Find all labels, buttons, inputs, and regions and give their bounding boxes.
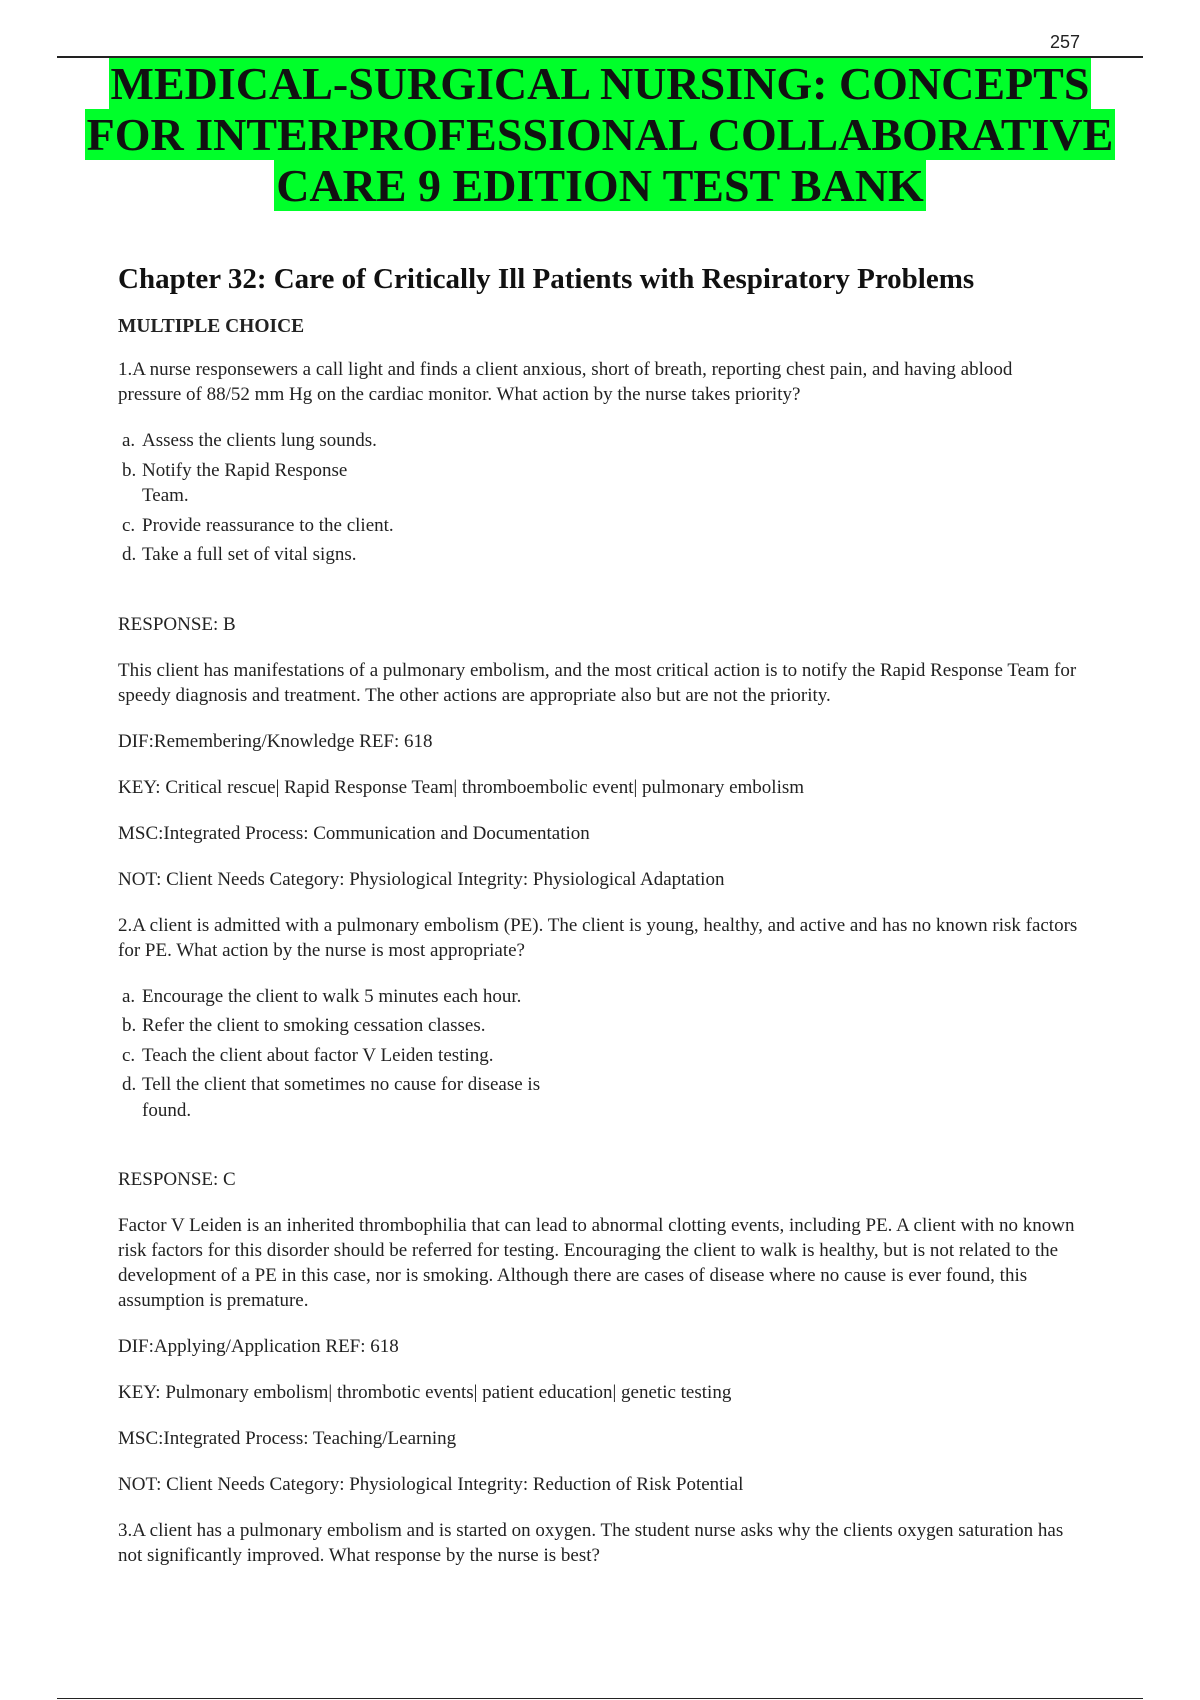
msc-line: MSC:Integrated Process: Communication and Documentation (118, 822, 590, 844)
keywords: KEY: Pulmonary embolism| thrombotic events| patient education| genetic testing (118, 1382, 732, 1403)
keywords: KEY: Critical rescue| Rapid Response Team| thromboembolic event| pulmonary embolism (118, 776, 805, 798)
document-title (60, 58, 1140, 211)
question-stem: 1.A nurse responsewers a call light and finds a client anxious, short of breath, reporting chest pain, and having ablood pressure of 88/52 mm Hg on the cardiac monitor. What action by the nurse takes priority? (118, 359, 1013, 405)
footer-rule (57, 1698, 1143, 1699)
page-content (118, 262, 1078, 1589)
answer-options (122, 428, 1078, 568)
rationale: Factor V Leiden is an inherited thrombophilia that can lead to abnormal clotting events, including PE. A client with no known risk factors for this disorder should be referred for testing. Encouraging the client to walk is healthy, but is not related to the development of a PE in this case, nor is smoking. Although there are cases of disease where no cause is ever found, this assumption is premature. (118, 1215, 1075, 1311)
question-2 (118, 913, 1078, 1498)
client-needs: NOT: Client Needs Category: Physiological Integrity: Reduction of Risk Potential (118, 1474, 744, 1495)
option-b: b. Refer the client to smoking cessation classes. (122, 1015, 486, 1036)
option-d: d. Take a full set of vital signs. (122, 544, 357, 565)
question-stem: 2.A client is admitted with a pulmonary embolism (PE). The client is young, healthy, and active and has no known risk factors for PE. What action by the nurse is most appropriate? (118, 914, 1078, 961)
client-needs: NOT: Client Needs Category: Physiological Integrity: Physiological Adaptation (118, 868, 725, 890)
title-line-2: FOR INTERPROFESSIONAL COLLABORATIVE (86, 109, 1114, 160)
page-number: 257 (1050, 32, 1081, 52)
rationale: This client has manifestations of a pulmonary embolism, and the most critical action is to notify the Rapid Response Team for speedy diagnosis and treatment. The other actions are appropriate also but are not the priority. (118, 659, 1077, 706)
option-d: d. Tell the client that sometimes no cause for disease is found. (122, 1074, 541, 1121)
question-3 (118, 1518, 1078, 1568)
response-line: RESPONSE: B (118, 613, 236, 635)
chapter-heading: Chapter 32: Care of Critically Ill Patients with Respiratory Problems (118, 263, 975, 295)
title-line-1: MEDICAL-SURGICAL NURSING: CONCEPTS (110, 58, 1090, 109)
question-1 (118, 357, 1078, 892)
msc-line: MSC:Integrated Process: Teaching/Learning (118, 1428, 457, 1449)
difficulty-ref: DIF:Remembering/Knowledge REF: 618 (118, 730, 433, 752)
answer-options (122, 984, 1078, 1124)
option-c: c. Teach the client about factor V Leiden testing. (122, 1044, 494, 1066)
option-a: a. Assess the clients lung sounds. (122, 430, 377, 451)
option-b: b. Notify the Rapid Response Team. (122, 459, 348, 506)
response-line: RESPONSE: C (118, 1169, 236, 1190)
difficulty-ref: DIF:Applying/Application REF: 618 (118, 1336, 399, 1357)
option-a: a. Encourage the client to walk 5 minutes each hour. (122, 985, 522, 1007)
option-c: c. Provide reassurance to the client. (122, 514, 394, 536)
question-stem: 3.A client has a pulmonary embolism and is started on oxygen. The student nurse asks why the clients oxygen saturation has not significantly improved. What response by the nurse is best? (118, 1520, 1064, 1566)
title-line-3: CARE 9 EDITION TEST BANK (276, 160, 924, 211)
section-label: MULTIPLE CHOICE (118, 316, 305, 337)
